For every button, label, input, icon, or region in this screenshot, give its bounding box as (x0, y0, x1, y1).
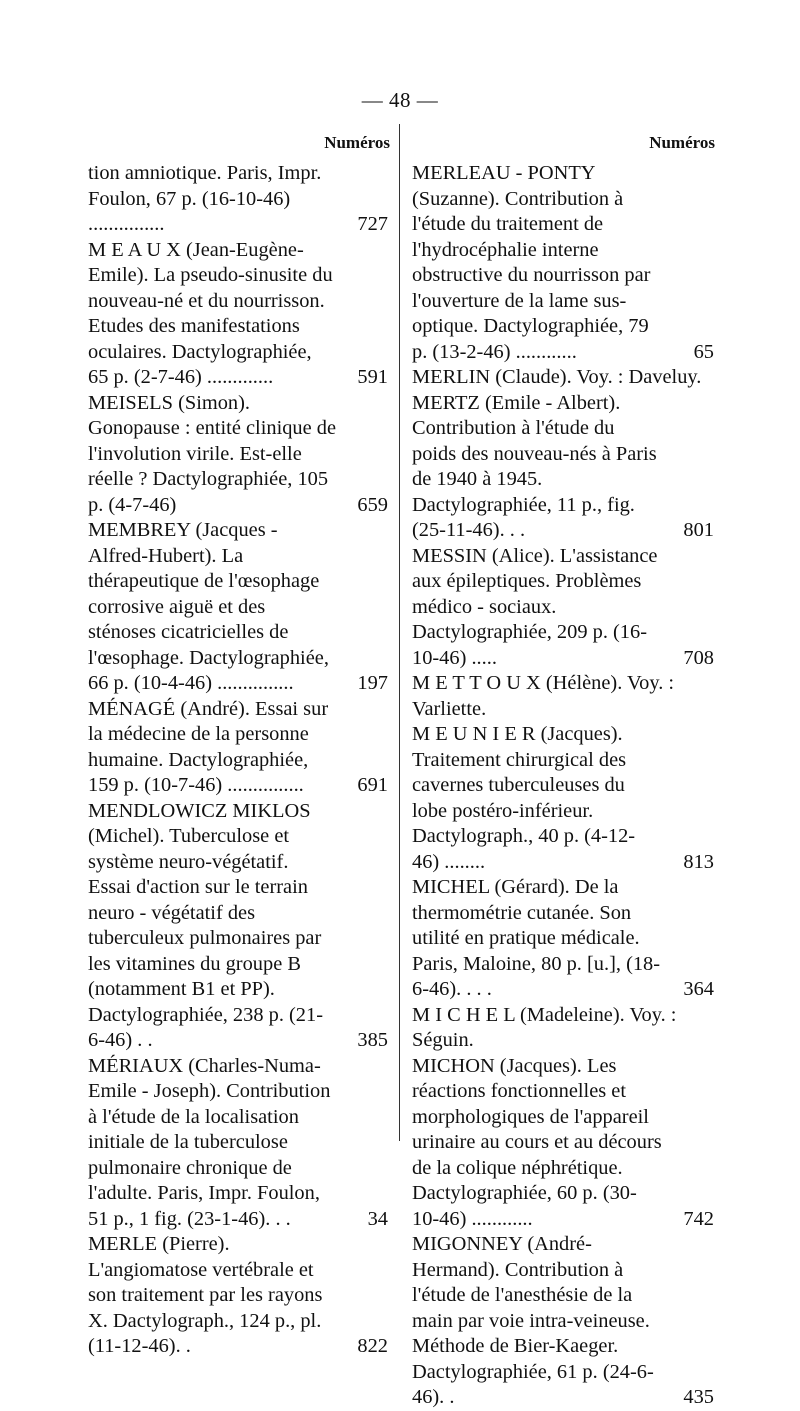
entry-left-2 (88, 238, 388, 391)
entry-text: MÉNAGÉ (André). Essai sur la médecine de la personne humaine. Dactylographiée, 159 p. (10-7-46) ............... (88, 697, 329, 796)
entry-text: M E T T O U X (Hélène). Voy. : Varliette. (412, 672, 675, 720)
entry-number: 65 (693, 340, 714, 363)
entry-right-10 (412, 1232, 714, 1411)
left-column-header: Numéros (324, 133, 390, 152)
entry-number: 385 (357, 1029, 388, 1051)
entry-left-1 (88, 161, 388, 238)
entry-number: 591 (357, 366, 388, 388)
entry-text: MIGONNEY (André-Hermand). Contribution à l'étude de l'anesthésie de la main par voie intra-veineuse. Méthode de Bier-Kaeger. Dactylographiée, 61 p. (24-6-46). . (412, 1233, 654, 1408)
entry-text: tion amniotique. Paris, Impr. Foulon, 67 p. (16-10-46) ............... (88, 162, 322, 235)
entry-text: M E U N I E R (Jacques). Traitement chirurgical des cavernes tuberculeuses du lobe postéro-inférieur. Dactylograph., 40 p. (4-12-46) ........ (412, 723, 636, 873)
entry-text: MERLEAU - PONTY (Suzanne). Contribution à l'étude du traitement de l'hydrocéphalie interne obstructive du nourrisson par l'ouverture de la lame sus-optique. Dactylographiée, 79 p. (13-2-46) ............ (412, 162, 651, 363)
entry-text: MEMBREY (Jacques - Alfred-Hubert). La thérapeutique de l'œsophage corrosive aiguë et des sténoses cicatricielles de l'œsophage. Dactylographiée, 66 p. (10-4-46) ............... (88, 519, 329, 694)
entry-text: MERTZ (Emile - Albert). Contribution à l'étude du poids des nouveau-nés à Paris de 1940 à 1945. Dactylographiée, 11 p., fig. (25-11-46). . . (412, 391, 657, 541)
entry-number: 801 (683, 519, 714, 541)
entry-number: 34 (367, 1207, 388, 1230)
entry-text: M I C H E L (Madeleine). Voy. : Séguin. (412, 1003, 677, 1051)
entry-text: MICHON (Jacques). Les réactions fonctionnelles et morphologiques de l'appareil urinaire au cours et au décours de la colique néphrétique. Dactylographiée, 60 p. (30-10-46) ............ (412, 1054, 662, 1230)
entry-number: 822 (357, 1335, 388, 1357)
entry-number: 197 (357, 672, 388, 694)
entry-left-4 (88, 518, 388, 697)
entry-right-1 (412, 161, 714, 365)
entry-number: 659 (357, 493, 388, 516)
entry-number: 727 (357, 213, 388, 235)
entry-right-3 (412, 391, 714, 544)
entry-number: 691 (357, 774, 388, 796)
entry-number: 813 (683, 850, 714, 873)
entry-left-3 (88, 391, 388, 519)
entry-right-8 (412, 1003, 714, 1054)
entry-right-2 (412, 365, 714, 391)
entry-text: MERLIN (Claude). Voy. : Daveluy. (412, 366, 702, 388)
entry-right-6 (412, 722, 714, 875)
entry-text: M E A U X (Jean-Eugène-Emile). La pseudo-sinusite du nouveau-né et du nourrisson. Etudes des manifestations oculaires. Dactylographiée, 65 p. (2-7-46) ............. (88, 238, 333, 388)
entry-right-4 (412, 544, 714, 672)
entry-number: 435 (683, 1386, 714, 1408)
entry-text: MENDLOWICZ MIKLOS (Michel). Tuberculose et système neuro-végétatif. Essai d'action sur le terrain neuro - végétatif des tuberculeux pulmonaires par les vitamines du groupe B (notamment B1 et PP). Dactylographiée, 238 p. (21-6-46) . . (88, 799, 323, 1051)
entry-text: MESSIN (Alice). L'assistance aux épileptiques. Problèmes médico - sociaux. Dactylographiée, 209 p. (16-10-46) ..... (412, 544, 658, 669)
entry-left-6 (88, 799, 388, 1054)
right-column-header: Numéros (649, 133, 715, 152)
entry-number: 364 (683, 978, 714, 1000)
column-divider (399, 124, 400, 1141)
page-number: — 48 — (361, 88, 439, 112)
entry-right-5 (412, 671, 714, 722)
entry-text: MÉRIAUX (Charles-Numa-Emile - Joseph). Contribution à l'étude de la localisation initiale de la tuberculose pulmonaire chronique de l'adulte. Paris, Impr. Foulon, 51 p., 1 fig. (23-1-46). . . (88, 1054, 331, 1230)
entry-text: MICHEL (Gérard). De la thermométrie cutanée. Son utilité en pratique médicale. Paris, Maloine, 80 p. [u.], (18-6-46). . . . (412, 876, 661, 1000)
entry-right-7 (412, 875, 714, 1003)
entry-text: MERLE (Pierre). L'angiomatose vertébrale et son traitement par les rayons X. Dactylograph., 124 p., pl. (11-12-46). . (88, 1233, 323, 1357)
right-column (412, 161, 714, 1411)
entry-right-9 (412, 1054, 714, 1233)
entry-number: 708 (683, 646, 714, 669)
left-column (88, 161, 388, 1360)
entry-left-5 (88, 697, 388, 799)
entry-number: 742 (683, 1207, 714, 1230)
entry-left-7 (88, 1054, 388, 1233)
entry-text: MEISELS (Simon). Gonopause : entité clinique de l'involution virile. Est-elle réelle ? Dactylographiée, 105 p. (4-7-46) (88, 391, 337, 516)
